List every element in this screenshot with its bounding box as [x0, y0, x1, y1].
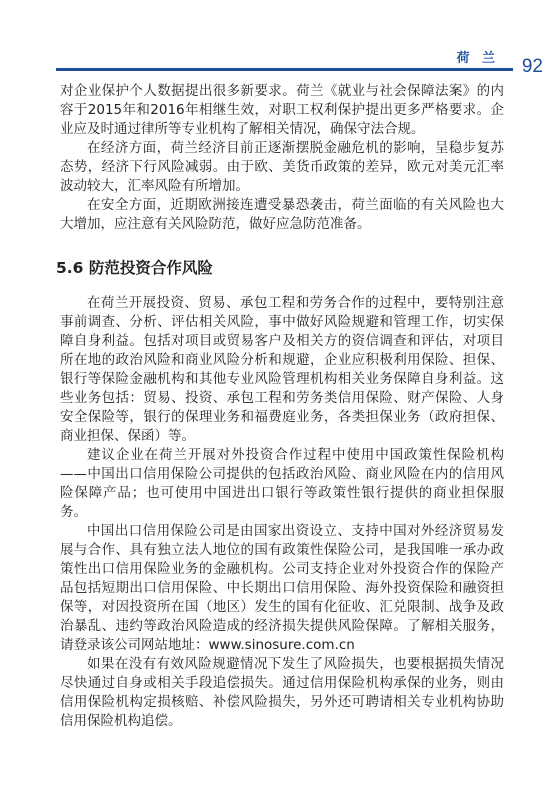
paragraph-economic-risk: 在经济方面，荷兰经济目前正逐渐摆脱金融危机的影响，呈稳步复苏态势，经济下行风险减弱。由于欧、美货币政策的差异，欧元对美元汇率波动较大，汇率风险有所增加。: [60, 140, 504, 194]
header-rule: [56, 68, 513, 71]
paragraph-loss-recovery: 如果在没有有效风险规避情况下发生了风险损失，也要根据损失情况尽快通过自身或相关手段追偿损失。通过信用保险机构承保的业务，则由信用保险机构定损核赔、补偿风险损失，另外还可聘请相关专业机构协助信用保险机构追偿。: [60, 656, 504, 729]
paragraph-data-protection: 对企业保护个人数据提出很多新要求。荷兰《就业与社会保障法案》的内容于2015年和2016年相继生效，对职工权利保护提出更多严格要求。企业应及时通过律所等专业机构了解相关情况，确保守法合规。: [60, 83, 504, 137]
header-country-title: 荷 兰: [456, 51, 499, 66]
paragraph-sinosure-description: 中国出口信用保险公司是由国家出资设立、支持中国对外经济贸易发展与合作、具有独立法人地位的国有政策性保险公司，是我国唯一承办政策性出口信用保险业务的金融机构。公司支持企业对外投资合作的保险产品包括短期出口信用保险、中长期出口信用保险、海外投资保险和融资担保等，对因投资所在国（地区）发生的国有化征收、汇兑限制、战争及政治暴乱、违约等政治风险造成的经济损失提供风险保障。了解相关服务，请登录该公司网站地址：www.sinosure.com.cn: [60, 523, 504, 653]
page-number: 92: [521, 56, 543, 77]
paragraph-security-risk: 在安全方面，近期欧洲接连遭受暴恐袭击，荷兰面临的有关风险也大大增加，应注意有关风险防范，做好应急防范准备。: [60, 197, 504, 232]
page-header: [0, 0, 559, 80]
document-body: [56, 82, 504, 731]
paragraph-sinosure-recommendation: 建议企业在荷兰开展对外投资合作过程中使用中国政策性保险机构——中国出口信用保险公司提供的包括政治风险、商业风险在内的信用风险保障产品；也可使用中国进出口银行等政策性银行提供的商业担保服务。: [60, 447, 504, 520]
paragraph-risk-management: 在荷兰开展投资、贸易、承包工程和劳务合作的过程中，要特别注意事前调查、分析、评估相关风险，事中做好风险规避和管理工作，切实保障自身利益。包括对项目或贸易客户及相关方的资信调查和评估，对项目所在地的政治风险和商业风险分析和规避，企业应积极利用保险、担保、银行等保险金融机构和其他专业风险管理机构相关业务保障自身利益。这些业务包括：贸易、投资、承包工程和劳务类信用保险、财产保险、人身安全保险等，银行的保理业务和福费庭业务，各类担保业务（政府担保、商业担保、保函）等。: [60, 295, 504, 444]
section-heading: 5.6 防范投资合作风险: [56, 259, 213, 277]
